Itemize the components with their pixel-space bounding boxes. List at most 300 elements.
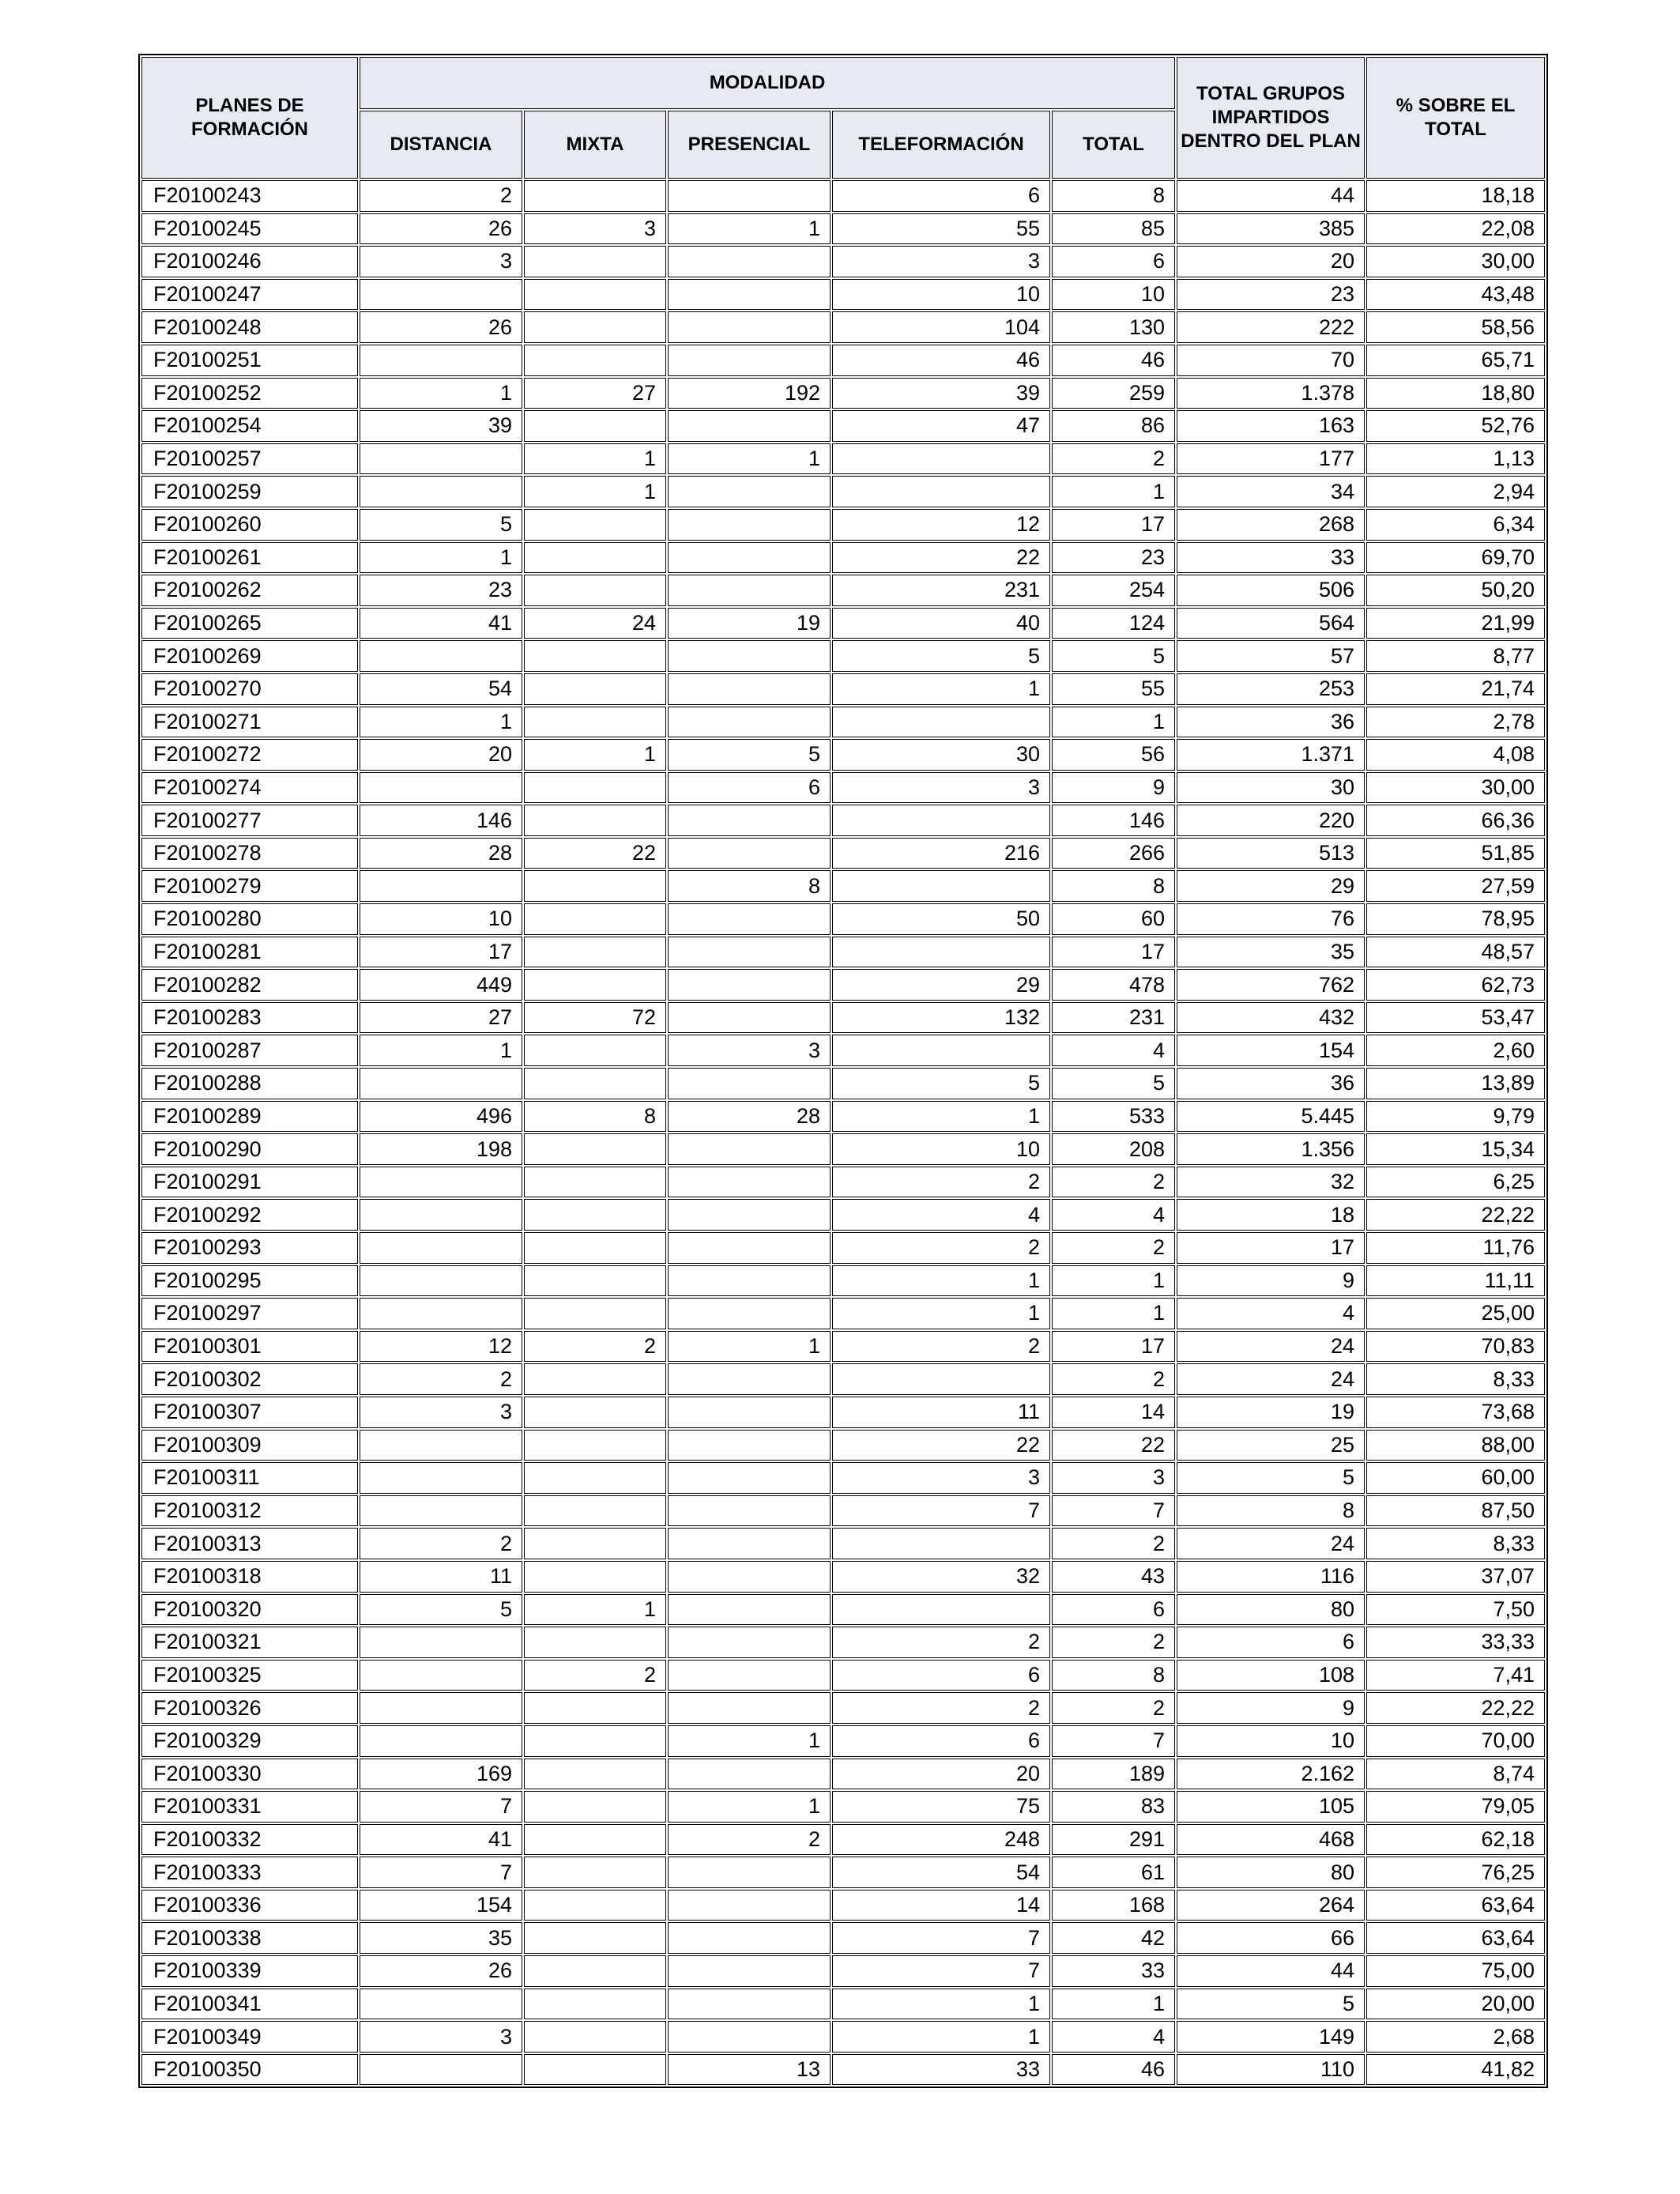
distancia-cell [360,1462,522,1494]
presencial-cell [668,1989,831,2020]
teleformacion-cell: 22 [832,1430,1050,1461]
plan-cell: F20100261 [141,542,358,574]
mixta-cell: 8 [524,1101,666,1133]
presencial-cell [668,1922,831,1954]
presencial-cell [668,673,831,705]
total-cell: 1 [1052,707,1175,738]
header-mixta: MIXTA [524,111,666,179]
pct-cell: 50,20 [1366,575,1545,606]
total-grupos-cell: 19 [1177,1397,1365,1428]
distancia-cell: 20 [360,739,522,771]
teleformacion-cell: 6 [832,1660,1050,1691]
total-cell: 4 [1052,1035,1175,1066]
total-grupos-cell: 2.162 [1177,1759,1365,1790]
presencial-cell [668,279,831,311]
teleformacion-cell: 3 [832,246,1050,277]
plan-cell: F20100341 [141,1989,358,2020]
plan-cell: F20100307 [141,1397,358,1428]
presencial-cell: 1 [668,1331,831,1363]
total-grupos-cell: 33 [1177,542,1365,574]
table-row [141,1692,1545,1724]
distancia-cell [360,1627,522,1658]
table-row [141,1068,1545,1099]
table-row [141,805,1545,836]
teleformacion-cell: 216 [832,838,1050,869]
presencial-cell [668,1660,831,1691]
total-cell: 478 [1052,969,1175,1001]
teleformacion-cell: 39 [832,378,1050,409]
mixta-cell [524,575,666,606]
distancia-cell: 146 [360,805,522,836]
teleformacion-cell: 50 [832,903,1050,935]
mixta-cell [524,1363,666,1395]
total-cell: 231 [1052,1002,1175,1034]
total-grupos-cell: 24 [1177,1528,1365,1559]
teleformacion-cell: 33 [832,2054,1050,2086]
header-presencial: PRESENCIAL [668,111,831,179]
total-cell: 22 [1052,1430,1175,1461]
distancia-cell [360,476,522,507]
pct-cell: 11,11 [1366,1265,1545,1297]
plan-cell: F20100252 [141,378,358,409]
distancia-cell [360,1068,522,1099]
total-cell: 2 [1052,1528,1175,1559]
plan-cell: F20100349 [141,2021,358,2053]
presencial-cell [668,1232,831,1264]
presencial-cell [668,542,831,574]
table-row [141,640,1545,672]
pct-cell: 2,60 [1366,1035,1545,1066]
mixta-cell [524,1298,666,1329]
mixta-cell [524,707,666,738]
mixta-cell [524,1561,666,1593]
pct-cell: 33,33 [1366,1627,1545,1658]
total-grupos-cell: 44 [1177,1955,1365,1987]
presencial-cell [668,246,831,277]
pct-cell: 8,77 [1366,640,1545,672]
presencial-cell [668,1068,831,1099]
presencial-cell [668,640,831,672]
teleformacion-cell: 248 [832,1824,1050,1856]
teleformacion-cell: 47 [832,410,1050,442]
total-grupos-cell: 23 [1177,279,1365,311]
plan-cell: F20100331 [141,1791,358,1823]
distancia-cell [360,1725,522,1757]
presencial-cell [668,1594,831,1626]
table-row [141,1725,1545,1757]
mixta-cell: 1 [524,739,666,771]
distancia-cell [360,345,522,376]
total-cell: 61 [1052,1857,1175,1888]
total-grupos-cell: 80 [1177,1857,1365,1888]
mixta-cell [524,1462,666,1494]
distancia-cell: 3 [360,1397,522,1428]
mixta-cell [524,1692,666,1724]
mixta-cell [524,1068,666,1099]
distancia-cell: 26 [360,311,522,343]
pct-cell: 8,33 [1366,1363,1545,1395]
distancia-cell: 41 [360,1824,522,1856]
presencial-cell [668,1430,831,1461]
table-row [141,1890,1545,1921]
total-grupos-cell: 220 [1177,805,1365,836]
distancia-cell [360,1199,522,1231]
pct-cell: 22,22 [1366,1692,1545,1724]
distancia-cell [360,772,522,804]
plan-cell: F20100332 [141,1824,358,1856]
table-row [141,1397,1545,1428]
total-grupos-cell: 36 [1177,1068,1365,1099]
presencial-cell [668,1692,831,1724]
presencial-cell [668,575,831,606]
plan-cell: F20100320 [141,1594,358,1626]
plan-cell: F20100326 [141,1692,358,1724]
total-grupos-cell: 36 [1177,707,1365,738]
total-cell: 42 [1052,1922,1175,1954]
pct-cell: 9,79 [1366,1101,1545,1133]
total-grupos-cell: 10 [1177,1725,1365,1757]
table-row [141,1002,1545,1034]
teleformacion-cell: 1 [832,673,1050,705]
table-row [141,2054,1545,2086]
total-cell: 17 [1052,1331,1175,1363]
plan-cell: F20100302 [141,1363,358,1395]
mixta-cell [524,1922,666,1954]
mixta-cell [524,1791,666,1823]
total-cell: 4 [1052,1199,1175,1231]
total-grupos-cell: 264 [1177,1890,1365,1921]
total-grupos-cell: 110 [1177,2054,1365,2086]
plan-cell: F20100301 [141,1331,358,1363]
distancia-cell [360,443,522,475]
total-cell: 60 [1052,903,1175,935]
mixta-cell [524,1824,666,1856]
table-row [141,1133,1545,1165]
total-cell: 17 [1052,937,1175,968]
plan-cell: F20100287 [141,1035,358,1066]
teleformacion-cell: 7 [832,1495,1050,1527]
teleformacion-cell [832,1594,1050,1626]
total-grupos-cell: 762 [1177,969,1365,1001]
total-cell: 2 [1052,1232,1175,1264]
distancia-cell [360,1298,522,1329]
teleformacion-cell: 55 [832,213,1050,245]
total-grupos-cell: 35 [1177,937,1365,968]
presencial-cell: 13 [668,2054,831,2086]
total-cell: 1 [1052,1265,1175,1297]
pct-cell: 51,85 [1366,838,1545,869]
distancia-cell [360,1265,522,1297]
presencial-cell [668,1759,831,1790]
distancia-cell: 28 [360,838,522,869]
pct-cell: 30,00 [1366,246,1545,277]
pct-cell: 30,00 [1366,772,1545,804]
presencial-cell [668,2021,831,2053]
mixta-cell [524,903,666,935]
pct-cell: 15,34 [1366,1133,1545,1165]
teleformacion-cell: 40 [832,608,1050,639]
table-row [141,739,1545,771]
mixta-cell: 1 [524,1594,666,1626]
total-grupos-cell: 222 [1177,311,1365,343]
total-grupos-cell: 5 [1177,1989,1365,2020]
total-grupos-cell: 385 [1177,213,1365,245]
plan-cell: F20100251 [141,345,358,376]
table-row [141,1989,1545,2020]
mixta-cell [524,1397,666,1428]
total-grupos-cell: 5 [1177,1462,1365,1494]
mixta-cell [524,1430,666,1461]
table-row [141,1101,1545,1133]
distancia-cell: 2 [360,180,522,212]
pct-cell: 66,36 [1366,805,1545,836]
total-grupos-cell: 6 [1177,1627,1365,1658]
distancia-cell: 7 [360,1791,522,1823]
total-grupos-cell: 44 [1177,180,1365,212]
plan-cell: F20100262 [141,575,358,606]
plan-cell: F20100269 [141,640,358,672]
total-grupos-cell: 29 [1177,870,1365,902]
presencial-cell: 8 [668,870,831,902]
teleformacion-cell: 7 [832,1922,1050,1954]
total-grupos-cell: 24 [1177,1331,1365,1363]
table-row [141,311,1545,343]
distancia-cell: 39 [360,410,522,442]
pct-cell: 69,70 [1366,542,1545,574]
total-cell: 8 [1052,180,1175,212]
total-grupos-cell: 24 [1177,1363,1365,1395]
total-grupos-cell: 1.371 [1177,739,1365,771]
presencial-cell: 1 [668,1791,831,1823]
total-grupos-cell: 108 [1177,1660,1365,1691]
header-pct: % SOBRE EL TOTAL [1366,57,1545,179]
pct-cell: 7,50 [1366,1594,1545,1626]
pct-cell: 11,76 [1366,1232,1545,1264]
pct-cell: 8,74 [1366,1759,1545,1790]
distancia-cell: 23 [360,575,522,606]
presencial-cell: 1 [668,213,831,245]
table-row [141,1265,1545,1297]
distancia-cell [360,2054,522,2086]
teleformacion-cell: 6 [832,1725,1050,1757]
distancia-cell: 1 [360,707,522,738]
total-grupos-cell: 32 [1177,1167,1365,1198]
plan-cell: F20100272 [141,739,358,771]
mixta-cell [524,1167,666,1198]
pct-cell: 75,00 [1366,1955,1545,1987]
plan-cell: F20100247 [141,279,358,311]
mixta-cell: 2 [524,1660,666,1691]
distancia-cell [360,1495,522,1527]
table-row [141,1791,1545,1823]
teleformacion-cell [832,805,1050,836]
distancia-cell: 5 [360,1594,522,1626]
total-grupos-cell: 80 [1177,1594,1365,1626]
plan-cell: F20100339 [141,1955,358,1987]
teleformacion-cell [832,1035,1050,1066]
teleformacion-cell: 32 [832,1561,1050,1593]
plan-cell: F20100278 [141,838,358,869]
total-grupos-cell: 20 [1177,246,1365,277]
total-cell: 6 [1052,246,1175,277]
total-cell: 7 [1052,1725,1175,1757]
distancia-cell: 3 [360,246,522,277]
table-row [141,1331,1545,1363]
total-cell: 5 [1052,1068,1175,1099]
mixta-cell [524,311,666,343]
pct-cell: 78,95 [1366,903,1545,935]
table-row [141,575,1545,606]
mixta-cell [524,1759,666,1790]
total-grupos-cell: 163 [1177,410,1365,442]
pct-cell: 25,00 [1366,1298,1545,1329]
pct-cell: 18,18 [1366,180,1545,212]
presencial-cell [668,1495,831,1527]
table-row [141,1627,1545,1658]
table-row [141,1495,1545,1527]
table-row [141,969,1545,1001]
total-grupos-cell: 149 [1177,2021,1365,2053]
teleformacion-cell: 30 [832,739,1050,771]
distancia-cell [360,1167,522,1198]
distancia-cell: 41 [360,608,522,639]
table-row [141,542,1545,574]
total-cell: 4 [1052,2021,1175,2053]
pct-cell: 8,33 [1366,1528,1545,1559]
pct-cell: 22,22 [1366,1199,1545,1231]
mixta-cell [524,640,666,672]
total-cell: 46 [1052,345,1175,376]
mixta-cell [524,870,666,902]
total-grupos-cell: 4 [1177,1298,1365,1329]
pct-cell: 73,68 [1366,1397,1545,1428]
mixta-cell [524,279,666,311]
distancia-cell: 1 [360,378,522,409]
total-cell: 2 [1052,1363,1175,1395]
teleformacion-cell: 20 [832,1759,1050,1790]
pct-cell: 70,83 [1366,1331,1545,1363]
mixta-cell [524,1989,666,2020]
table-row [141,509,1545,541]
table-body [141,180,1545,2085]
presencial-cell [668,1002,831,1034]
plan-cell: F20100246 [141,246,358,277]
presencial-cell: 3 [668,1035,831,1066]
plan-cell: F20100289 [141,1101,358,1133]
pct-cell: 48,57 [1366,937,1545,968]
total-cell: 266 [1052,838,1175,869]
mixta-cell [524,345,666,376]
distancia-cell: 449 [360,969,522,1001]
total-grupos-cell: 66 [1177,1922,1365,1954]
distancia-cell: 11 [360,1561,522,1593]
table-row [141,838,1545,869]
presencial-cell [668,937,831,968]
plan-cell: F20100260 [141,509,358,541]
mixta-cell [524,509,666,541]
presencial-cell [668,1363,831,1395]
teleformacion-cell: 22 [832,542,1050,574]
total-grupos-cell: 116 [1177,1561,1365,1593]
teleformacion-cell: 1 [832,1265,1050,1297]
teleformacion-cell [832,443,1050,475]
plan-cell: F20100281 [141,937,358,968]
distancia-cell: 496 [360,1101,522,1133]
pct-cell: 13,89 [1366,1068,1545,1099]
distancia-cell [360,279,522,311]
mixta-cell [524,805,666,836]
total-cell: 9 [1052,772,1175,804]
total-cell: 259 [1052,378,1175,409]
table-row [141,246,1545,277]
total-cell: 23 [1052,542,1175,574]
plan-cell: F20100248 [141,311,358,343]
table-row [141,279,1545,311]
pct-cell: 27,59 [1366,870,1545,902]
table-header [141,57,1545,179]
plan-cell: F20100291 [141,1167,358,1198]
table-row [141,1298,1545,1329]
teleformacion-cell [832,1363,1050,1395]
mixta-cell: 1 [524,476,666,507]
plan-cell: F20100270 [141,673,358,705]
mixta-cell [524,1265,666,1297]
pct-cell: 6,25 [1366,1167,1545,1198]
pct-cell: 43,48 [1366,279,1545,311]
total-cell: 533 [1052,1101,1175,1133]
total-cell: 14 [1052,1397,1175,1428]
mixta-cell [524,1495,666,1527]
mixta-cell [524,542,666,574]
training-plans-table [138,54,1548,2088]
presencial-cell: 19 [668,608,831,639]
total-grupos-cell: 5.445 [1177,1101,1365,1133]
teleformacion-cell [832,707,1050,738]
pct-cell: 6,34 [1366,509,1545,541]
distancia-cell: 2 [360,1363,522,1395]
mixta-cell: 72 [524,1002,666,1034]
plan-cell: F20100325 [141,1660,358,1691]
pct-cell: 41,82 [1366,2054,1545,2086]
mixta-cell [524,937,666,968]
teleformacion-cell: 2 [832,1232,1050,1264]
total-grupos-cell: 177 [1177,443,1365,475]
distancia-cell: 27 [360,1002,522,1034]
total-grupos-cell: 57 [1177,640,1365,672]
table-row [141,1462,1545,1494]
total-cell: 10 [1052,279,1175,311]
presencial-cell [668,180,831,212]
plan-cell: F20100297 [141,1298,358,1329]
total-cell: 2 [1052,1692,1175,1724]
plan-cell: F20100259 [141,476,358,507]
pct-cell: 2,78 [1366,707,1545,738]
total-cell: 33 [1052,1955,1175,1987]
distancia-cell: 12 [360,1331,522,1363]
presencial-cell [668,1133,831,1165]
pct-cell: 37,07 [1366,1561,1545,1593]
table-row [141,2021,1545,2053]
total-grupos-cell: 513 [1177,838,1365,869]
plan-cell: F20100333 [141,1857,358,1888]
pct-cell: 22,08 [1366,213,1545,245]
mixta-cell [524,1857,666,1888]
total-grupos-cell: 34 [1177,476,1365,507]
table-row [141,1199,1545,1231]
table-row [141,870,1545,902]
plan-cell: F20100279 [141,870,358,902]
distancia-cell: 2 [360,1528,522,1559]
